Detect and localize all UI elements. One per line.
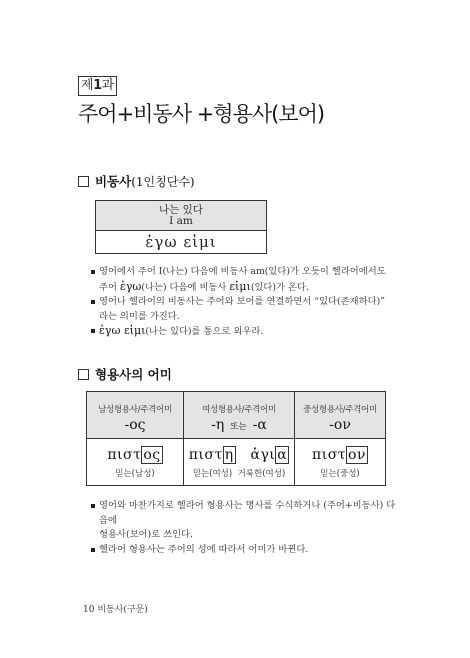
list-item: 헬라어 형용사는 주어의 성에 따라서 어미가 바뀐다.: [91, 543, 401, 558]
english-phrase: I am: [169, 215, 193, 227]
masculine-example: πιστ ος 믿는(남성): [87, 439, 184, 486]
verb-notes: [91, 265, 391, 340]
verb-table: [95, 200, 267, 254]
lesson-tag: 제1과: [78, 76, 117, 96]
masculine-header: 남성형용사/주격어미 -ος: [87, 392, 184, 439]
lesson-title: 주어+비동사 +형용사(보어): [78, 102, 325, 126]
list-item: 영어에서 주어 I(나는) 다음에 비동사 am(있다)가 오듯이 헬라어에서도 주어 ἐγω(나는) 다음에 비동사 εἰμι(있다)가 온다.: [91, 265, 391, 295]
adjective-notes: [91, 499, 401, 557]
checkbox-icon: [78, 176, 89, 187]
neuter-header: 중성형용사/주격어미 -ον: [295, 392, 386, 439]
section-heading-verb: 비동사(1인칭단수): [78, 172, 195, 190]
checkbox-icon: [78, 369, 89, 380]
korean-phrase: 나는 있다: [159, 204, 203, 216]
list-item: ἐγω εἰμι(나는 있다)를 통으로 외우라.: [91, 324, 391, 340]
verb-table-header: [96, 201, 266, 231]
list-item: 영어나 헬라어의 비동사는 주어와 보어를 연결하면서 “있다(존재하다)” 라는 의미를 가진다.: [91, 295, 391, 324]
neuter-example: πιστ ον 믿는(중성): [295, 439, 386, 486]
list-item: 영어와 마찬가지로 헬라어 형용사는 명사를 수식하거나 (주어+비동사) 다음에 형용사(보어)로 쓰인다.: [91, 499, 401, 543]
adjective-ending-table: [86, 391, 386, 486]
feminine-example: πιστ η ἁγι α 믿는(여성) 거룩한(여성): [184, 439, 295, 486]
feminine-header: 여성형용사/주격어미 -η 또는 -α: [184, 392, 295, 439]
section-heading-adjective: 형용사의 어미: [78, 365, 172, 383]
greek-phrase: ἐγω εἰμι: [145, 233, 217, 251]
page-footer: 10 비동사(구문): [83, 605, 148, 615]
